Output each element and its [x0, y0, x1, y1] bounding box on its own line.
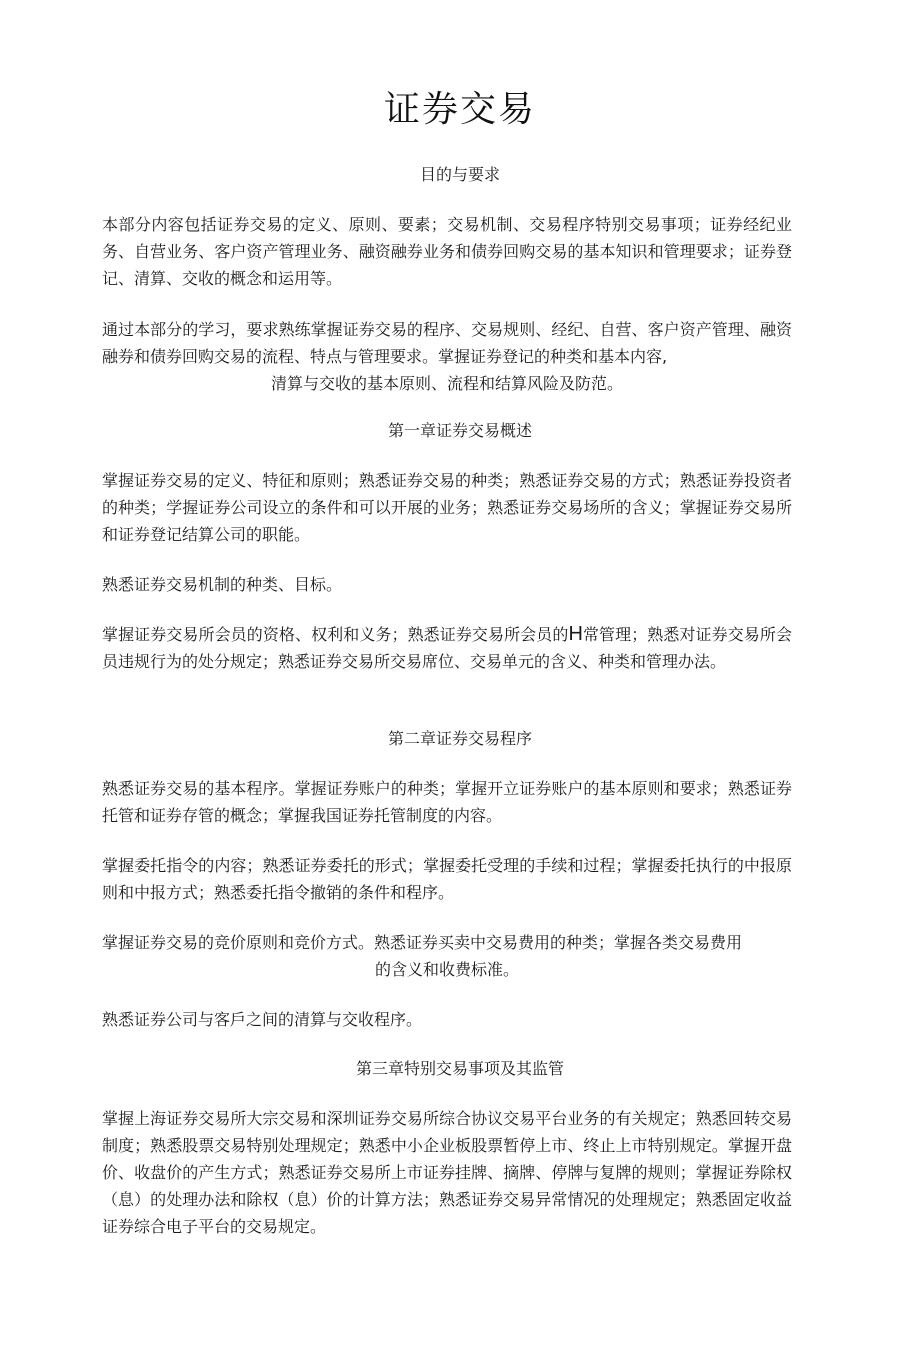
chapter-2-paragraph-3	[102, 929, 792, 983]
document-title: 证券交易	[383, 89, 536, 130]
chapter-2-paragraph-2: 掌握委托指令的内容；熟悉证券委托的形式；掌握委托受理的手续和过程；掌握委托执行的中报原则和中报方式；熟悉委托指令撤销的条件和程序。	[102, 856, 792, 902]
chapter-1-paragraph-3	[102, 621, 792, 675]
goals-paragraph-2-tail: 清算与交收的基本原则、流程和结算风险及防范。	[270, 374, 623, 393]
goals-paragraph-1: 本部分内容包括证券交易的定义、原则、要素；交易机制、交易程序特别交易事项；证券经纪业务、自营业务、客户资产管理业务、融资融券业务和债券回购交易的基本知识和管理要求；证券登记、清算、交收的概念和运用等。	[102, 215, 792, 288]
goals-paragraph-2-main: 通过本部分的学习，要求熟练掌握证券交易的程序、交易规则、经纪、自营、客户资产管理、融资融券和债券回购交易的流程、特点与管理要求。掌握证券登记的种类和基本内容,	[102, 320, 792, 366]
chapter-1-paragraph-3-h: H	[568, 623, 583, 645]
chapter-3-heading: 第三章特别交易事项及其监管	[355, 1059, 564, 1078]
chapter-2-paragraph-1: 熟悉证券交易的基本程序。掌握证券账户的种类；掌握开立证券账户的基本原则和要求；熟悉证券托管和证券存管的概念；掌握我国证券托管制度的内容。	[102, 779, 792, 825]
chapter-2-paragraph-3-tail: 的含义和收费标准。	[374, 960, 519, 979]
chapter-1-paragraph-1: 掌握证券交易的定义、特征和原则；熟悉证券交易的种类；熟悉证券交易的方式；熟悉证券投资者的种类；学握证券公司设立的条件和可以开展的业务；熟悉证券交易场所的含义；掌握证券交易所和证券登记结算公司的职能。	[102, 471, 792, 544]
chapter-3-paragraph-1: 掌握上海证券交易所大宗交易和深圳证券交易所综合协议交易平台业务的有关规定；熟悉回转交易制度；熟悉股票交易特别处理规定；熟悉中小企业板股票暂停上市、终止上市特别规定。掌握开盘价、收盘价的产生方式；熟悉证券交易所上市证券挂牌、摘牌、停牌与复牌的规则；掌握证券除权（息）的处理办法和除权（息）价的计算方法；熟悉证券交易异常情况的处理规定；熟悉固定收益证券综合电子平台的交易规定。	[102, 1109, 792, 1236]
goals-paragraph-2	[102, 316, 792, 397]
chapter-2-paragraph-4: 熟悉证券公司与客戶之间的清算与交收程序。	[102, 1010, 423, 1029]
chapter-1-paragraph-3-before: 掌握证券交易所会员的资格、权利和义务；熟悉证券交易所会员的	[102, 625, 569, 644]
chapter-1-paragraph-3-after: 常管理；熟悉对证券交易所会员违规行为的处分规定；熟悉证券交易所交易席位、交易单元的含义、种类和管理办法。	[102, 625, 792, 671]
chapter-2-heading: 第二章证券交易程序	[387, 729, 532, 748]
chapter-1-paragraph-2: 熟悉证券交易机制的种类、目标。	[102, 575, 343, 594]
chapter-2-paragraph-3-main: 掌握证券交易的竞价原则和竞价方式。熟悉证券买卖中交易费用的种类；掌握各类交易费用	[102, 933, 743, 952]
section-heading-goals: 目的与要求	[419, 165, 500, 184]
chapter-1-heading: 第一章证券交易概述	[387, 421, 532, 440]
